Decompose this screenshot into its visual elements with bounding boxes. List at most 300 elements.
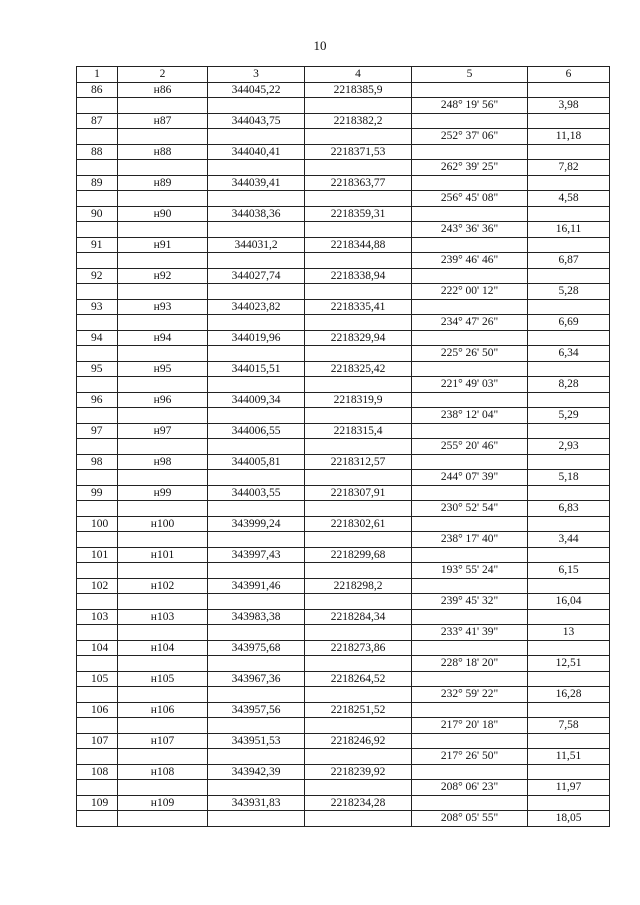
x-coordinate-cell: 344039,41 — [208, 175, 305, 191]
table-row-segment — [77, 377, 610, 393]
empty-cell — [208, 811, 305, 827]
table-row-point — [77, 206, 610, 222]
distance-cell: 18,05 — [528, 811, 610, 827]
point-name-cell: н109 — [118, 795, 208, 811]
point-number-cell: 106 — [77, 702, 118, 718]
point-name-cell: н99 — [118, 485, 208, 501]
empty-cell — [77, 532, 118, 548]
empty-cell — [412, 609, 528, 625]
table-row-point — [77, 392, 610, 408]
table-row-point — [77, 237, 610, 253]
direction-angle-cell: 217° 26' 50" — [412, 749, 528, 765]
empty-cell — [528, 733, 610, 749]
table-row-point — [77, 299, 610, 315]
empty-cell — [77, 501, 118, 517]
point-number-cell: 105 — [77, 671, 118, 687]
empty-cell — [118, 98, 208, 114]
point-name-cell: н94 — [118, 330, 208, 346]
y-coordinate-cell: 2218325,42 — [305, 361, 412, 377]
table-row-segment — [77, 687, 610, 703]
empty-cell — [305, 439, 412, 455]
point-name-cell: н90 — [118, 206, 208, 222]
x-coordinate-cell: 344015,51 — [208, 361, 305, 377]
empty-cell — [77, 439, 118, 455]
point-name-cell: н86 — [118, 82, 208, 98]
empty-cell — [305, 811, 412, 827]
table-row-segment — [77, 408, 610, 424]
empty-cell — [305, 98, 412, 114]
empty-cell — [208, 749, 305, 765]
empty-cell — [412, 206, 528, 222]
empty-cell — [305, 594, 412, 610]
empty-cell — [305, 408, 412, 424]
empty-cell — [208, 625, 305, 641]
empty-cell — [412, 795, 528, 811]
point-number-cell: 97 — [77, 423, 118, 439]
point-number-cell: 95 — [77, 361, 118, 377]
y-coordinate-cell: 2218298,2 — [305, 578, 412, 594]
empty-cell — [208, 408, 305, 424]
point-name-cell: н87 — [118, 113, 208, 129]
table-row-point — [77, 733, 610, 749]
empty-cell — [118, 563, 208, 579]
y-coordinate-cell: 2218359,31 — [305, 206, 412, 222]
empty-cell — [77, 811, 118, 827]
empty-cell — [305, 501, 412, 517]
direction-angle-cell: 232° 59' 22" — [412, 687, 528, 703]
empty-cell — [118, 470, 208, 486]
table-row-point — [77, 640, 610, 656]
distance-cell: 16,28 — [528, 687, 610, 703]
empty-cell — [412, 113, 528, 129]
empty-cell — [528, 547, 610, 563]
empty-cell — [305, 532, 412, 548]
empty-cell — [118, 253, 208, 269]
table-row-segment — [77, 532, 610, 548]
empty-cell — [118, 408, 208, 424]
empty-cell — [528, 485, 610, 501]
point-number-cell: 89 — [77, 175, 118, 191]
point-number-cell: 93 — [77, 299, 118, 315]
point-name-cell: н98 — [118, 454, 208, 470]
direction-angle-cell: 208° 05' 55" — [412, 811, 528, 827]
point-name-cell: н103 — [118, 609, 208, 625]
distance-cell: 5,29 — [528, 408, 610, 424]
distance-cell: 7,58 — [528, 718, 610, 734]
empty-cell — [528, 764, 610, 780]
empty-cell — [412, 423, 528, 439]
y-coordinate-cell: 2218315,4 — [305, 423, 412, 439]
empty-cell — [528, 113, 610, 129]
direction-angle-cell: 225° 26' 50" — [412, 346, 528, 362]
distance-cell: 11,51 — [528, 749, 610, 765]
empty-cell — [77, 625, 118, 641]
y-coordinate-cell: 2218385,9 — [305, 82, 412, 98]
y-coordinate-cell: 2218312,57 — [305, 454, 412, 470]
empty-cell — [77, 98, 118, 114]
distance-cell: 16,11 — [528, 222, 610, 238]
empty-cell — [528, 454, 610, 470]
empty-cell — [118, 315, 208, 331]
empty-cell — [208, 532, 305, 548]
y-coordinate-cell: 2218246,92 — [305, 733, 412, 749]
empty-cell — [305, 346, 412, 362]
empty-cell — [528, 795, 610, 811]
empty-cell — [528, 671, 610, 687]
table-row-segment — [77, 315, 610, 331]
point-number-cell: 104 — [77, 640, 118, 656]
point-number-cell: 102 — [77, 578, 118, 594]
distance-cell: 3,98 — [528, 98, 610, 114]
direction-angle-cell: 252° 37' 06" — [412, 129, 528, 145]
empty-cell — [208, 346, 305, 362]
empty-cell — [118, 625, 208, 641]
table-row-point — [77, 764, 610, 780]
point-name-cell: н108 — [118, 764, 208, 780]
y-coordinate-cell: 2218264,52 — [305, 671, 412, 687]
empty-cell — [77, 749, 118, 765]
point-number-cell: 96 — [77, 392, 118, 408]
x-coordinate-cell: 343983,38 — [208, 609, 305, 625]
empty-cell — [118, 780, 208, 796]
table-row-segment — [77, 718, 610, 734]
table-row-point — [77, 113, 610, 129]
table-row-segment — [77, 594, 610, 610]
empty-cell — [118, 191, 208, 207]
empty-cell — [412, 330, 528, 346]
empty-cell — [412, 454, 528, 470]
point-name-cell: н93 — [118, 299, 208, 315]
table-row-point — [77, 485, 610, 501]
table-header-row — [77, 67, 610, 83]
empty-cell — [305, 563, 412, 579]
empty-cell — [208, 98, 305, 114]
coordinates-table — [76, 66, 610, 827]
empty-cell — [118, 160, 208, 176]
distance-cell: 4,58 — [528, 191, 610, 207]
point-name-cell: н88 — [118, 144, 208, 160]
x-coordinate-cell: 344031,2 — [208, 237, 305, 253]
empty-cell — [305, 470, 412, 486]
point-number-cell: 101 — [77, 547, 118, 563]
empty-cell — [528, 330, 610, 346]
point-name-cell: н95 — [118, 361, 208, 377]
point-number-cell: 91 — [77, 237, 118, 253]
table-row-point — [77, 268, 610, 284]
y-coordinate-cell: 2218382,2 — [305, 113, 412, 129]
empty-cell — [77, 594, 118, 610]
point-number-cell: 109 — [77, 795, 118, 811]
empty-cell — [208, 439, 305, 455]
table-row-point — [77, 795, 610, 811]
empty-cell — [77, 780, 118, 796]
x-coordinate-cell: 343999,24 — [208, 516, 305, 532]
empty-cell — [528, 175, 610, 191]
empty-cell — [528, 423, 610, 439]
empty-cell — [77, 284, 118, 300]
x-coordinate-cell: 344038,36 — [208, 206, 305, 222]
distance-cell: 13 — [528, 625, 610, 641]
empty-cell — [412, 516, 528, 532]
table-row-point — [77, 361, 610, 377]
empty-cell — [208, 377, 305, 393]
empty-cell — [412, 144, 528, 160]
point-name-cell: н89 — [118, 175, 208, 191]
x-coordinate-cell: 343997,43 — [208, 547, 305, 563]
empty-cell — [412, 392, 528, 408]
point-name-cell: н106 — [118, 702, 208, 718]
x-coordinate-cell: 343931,83 — [208, 795, 305, 811]
empty-cell — [528, 578, 610, 594]
point-name-cell: н100 — [118, 516, 208, 532]
empty-cell — [208, 501, 305, 517]
empty-cell — [528, 516, 610, 532]
empty-cell — [77, 687, 118, 703]
empty-cell — [412, 640, 528, 656]
point-name-cell: н91 — [118, 237, 208, 253]
empty-cell — [208, 315, 305, 331]
empty-cell — [208, 718, 305, 734]
empty-cell — [412, 237, 528, 253]
y-coordinate-cell: 2218234,28 — [305, 795, 412, 811]
y-coordinate-cell: 2218239,92 — [305, 764, 412, 780]
x-coordinate-cell: 344006,55 — [208, 423, 305, 439]
direction-angle-cell: 230° 52' 54" — [412, 501, 528, 517]
point-name-cell: н102 — [118, 578, 208, 594]
y-coordinate-cell: 2218251,52 — [305, 702, 412, 718]
empty-cell — [412, 733, 528, 749]
x-coordinate-cell: 344045,22 — [208, 82, 305, 98]
empty-cell — [305, 656, 412, 672]
distance-cell: 5,28 — [528, 284, 610, 300]
table-row-segment — [77, 222, 610, 238]
table-row-point — [77, 578, 610, 594]
distance-cell: 6,15 — [528, 563, 610, 579]
y-coordinate-cell: 2218273,86 — [305, 640, 412, 656]
empty-cell — [77, 129, 118, 145]
empty-cell — [528, 361, 610, 377]
empty-cell — [305, 191, 412, 207]
empty-cell — [77, 718, 118, 734]
empty-cell — [77, 191, 118, 207]
point-name-cell: н105 — [118, 671, 208, 687]
table-row-point — [77, 330, 610, 346]
table-row-point — [77, 702, 610, 718]
empty-cell — [208, 594, 305, 610]
empty-cell — [118, 377, 208, 393]
direction-angle-cell: 234° 47' 26" — [412, 315, 528, 331]
table-row-point — [77, 175, 610, 191]
table-row-segment — [77, 160, 610, 176]
x-coordinate-cell: 344023,82 — [208, 299, 305, 315]
empty-cell — [412, 361, 528, 377]
empty-cell — [412, 578, 528, 594]
table-row-point — [77, 516, 610, 532]
empty-cell — [208, 470, 305, 486]
empty-cell — [412, 671, 528, 687]
empty-cell — [528, 268, 610, 284]
y-coordinate-cell: 2218335,41 — [305, 299, 412, 315]
empty-cell — [305, 284, 412, 300]
table-row-point — [77, 454, 610, 470]
empty-cell — [528, 609, 610, 625]
table-row-segment — [77, 811, 610, 827]
empty-cell — [412, 175, 528, 191]
empty-cell — [118, 439, 208, 455]
direction-angle-cell: 239° 45' 32" — [412, 594, 528, 610]
empty-cell — [77, 160, 118, 176]
point-number-cell: 92 — [77, 268, 118, 284]
empty-cell — [528, 392, 610, 408]
direction-angle-cell: 256° 45' 08" — [412, 191, 528, 207]
table-row-segment — [77, 439, 610, 455]
direction-angle-cell: 221° 49' 03" — [412, 377, 528, 393]
empty-cell — [528, 206, 610, 222]
y-coordinate-cell: 2218363,77 — [305, 175, 412, 191]
table-row-segment — [77, 98, 610, 114]
empty-cell — [305, 315, 412, 331]
direction-angle-cell: 248° 19' 56" — [412, 98, 528, 114]
x-coordinate-cell: 344040,41 — [208, 144, 305, 160]
empty-cell — [77, 315, 118, 331]
y-coordinate-cell: 2218329,94 — [305, 330, 412, 346]
point-number-cell: 108 — [77, 764, 118, 780]
empty-cell — [118, 687, 208, 703]
empty-cell — [412, 268, 528, 284]
empty-cell — [118, 222, 208, 238]
x-coordinate-cell: 343957,56 — [208, 702, 305, 718]
point-number-cell: 107 — [77, 733, 118, 749]
distance-cell: 3,44 — [528, 532, 610, 548]
point-number-cell: 86 — [77, 82, 118, 98]
x-coordinate-cell: 343991,46 — [208, 578, 305, 594]
point-number-cell: 100 — [77, 516, 118, 532]
distance-cell: 8,28 — [528, 377, 610, 393]
empty-cell — [77, 408, 118, 424]
point-number-cell: 88 — [77, 144, 118, 160]
y-coordinate-cell: 2218344,88 — [305, 237, 412, 253]
page-number: 10 — [313, 38, 327, 53]
empty-cell — [305, 377, 412, 393]
empty-cell — [77, 253, 118, 269]
table-row-segment — [77, 191, 610, 207]
empty-cell — [208, 284, 305, 300]
direction-angle-cell: 238° 17' 40" — [412, 532, 528, 548]
empty-cell — [208, 222, 305, 238]
point-name-cell: н104 — [118, 640, 208, 656]
y-coordinate-cell: 2218299,68 — [305, 547, 412, 563]
empty-cell — [77, 470, 118, 486]
y-coordinate-cell: 2218338,94 — [305, 268, 412, 284]
x-coordinate-cell: 344009,34 — [208, 392, 305, 408]
table-row-segment — [77, 625, 610, 641]
direction-angle-cell: 239° 46' 46" — [412, 253, 528, 269]
empty-cell — [412, 547, 528, 563]
empty-cell — [77, 222, 118, 238]
empty-cell — [77, 377, 118, 393]
point-number-cell: 94 — [77, 330, 118, 346]
table-row-point — [77, 144, 610, 160]
empty-cell — [118, 532, 208, 548]
table-row-point — [77, 671, 610, 687]
column-header-5: 5 — [412, 67, 528, 83]
x-coordinate-cell: 344005,81 — [208, 454, 305, 470]
empty-cell — [305, 625, 412, 641]
empty-cell — [208, 780, 305, 796]
direction-angle-cell: 255° 20' 46" — [412, 439, 528, 455]
x-coordinate-cell: 344027,74 — [208, 268, 305, 284]
point-number-cell: 90 — [77, 206, 118, 222]
empty-cell — [528, 640, 610, 656]
direction-angle-cell: 217° 20' 18" — [412, 718, 528, 734]
table-row-segment — [77, 749, 610, 765]
y-coordinate-cell: 2218307,91 — [305, 485, 412, 501]
empty-cell — [208, 253, 305, 269]
table-row-point — [77, 609, 610, 625]
empty-cell — [77, 656, 118, 672]
empty-cell — [208, 191, 305, 207]
distance-cell: 6,34 — [528, 346, 610, 362]
empty-cell — [118, 749, 208, 765]
distance-cell: 6,69 — [528, 315, 610, 331]
empty-cell — [528, 144, 610, 160]
column-header-2: 2 — [118, 67, 208, 83]
table-row-segment — [77, 470, 610, 486]
direction-angle-cell: 193° 55' 24" — [412, 563, 528, 579]
table-row-segment — [77, 346, 610, 362]
empty-cell — [412, 299, 528, 315]
point-number-cell: 98 — [77, 454, 118, 470]
y-coordinate-cell: 2218319,9 — [305, 392, 412, 408]
column-header-3: 3 — [208, 67, 305, 83]
empty-cell — [118, 501, 208, 517]
empty-cell — [528, 82, 610, 98]
empty-cell — [208, 687, 305, 703]
table-row-segment — [77, 284, 610, 300]
table-row-segment — [77, 656, 610, 672]
empty-cell — [305, 749, 412, 765]
empty-cell — [412, 764, 528, 780]
empty-cell — [528, 299, 610, 315]
point-number-cell: 87 — [77, 113, 118, 129]
column-header-4: 4 — [305, 67, 412, 83]
empty-cell — [118, 129, 208, 145]
y-coordinate-cell: 2218284,34 — [305, 609, 412, 625]
distance-cell: 11,97 — [528, 780, 610, 796]
empty-cell — [412, 702, 528, 718]
empty-cell — [305, 718, 412, 734]
table-row-segment — [77, 563, 610, 579]
distance-cell: 6,83 — [528, 501, 610, 517]
column-header-6: 6 — [528, 67, 610, 83]
table-row-segment — [77, 501, 610, 517]
empty-cell — [412, 82, 528, 98]
point-name-cell: н101 — [118, 547, 208, 563]
empty-cell — [305, 160, 412, 176]
empty-cell — [208, 563, 305, 579]
empty-cell — [305, 253, 412, 269]
table-row-point — [77, 82, 610, 98]
direction-angle-cell: 238° 12' 04" — [412, 408, 528, 424]
table-row-point — [77, 547, 610, 563]
direction-angle-cell: 228° 18' 20" — [412, 656, 528, 672]
point-number-cell: 103 — [77, 609, 118, 625]
direction-angle-cell: 262° 39' 25" — [412, 160, 528, 176]
distance-cell: 6,87 — [528, 253, 610, 269]
empty-cell — [208, 129, 305, 145]
empty-cell — [77, 346, 118, 362]
empty-cell — [118, 811, 208, 827]
